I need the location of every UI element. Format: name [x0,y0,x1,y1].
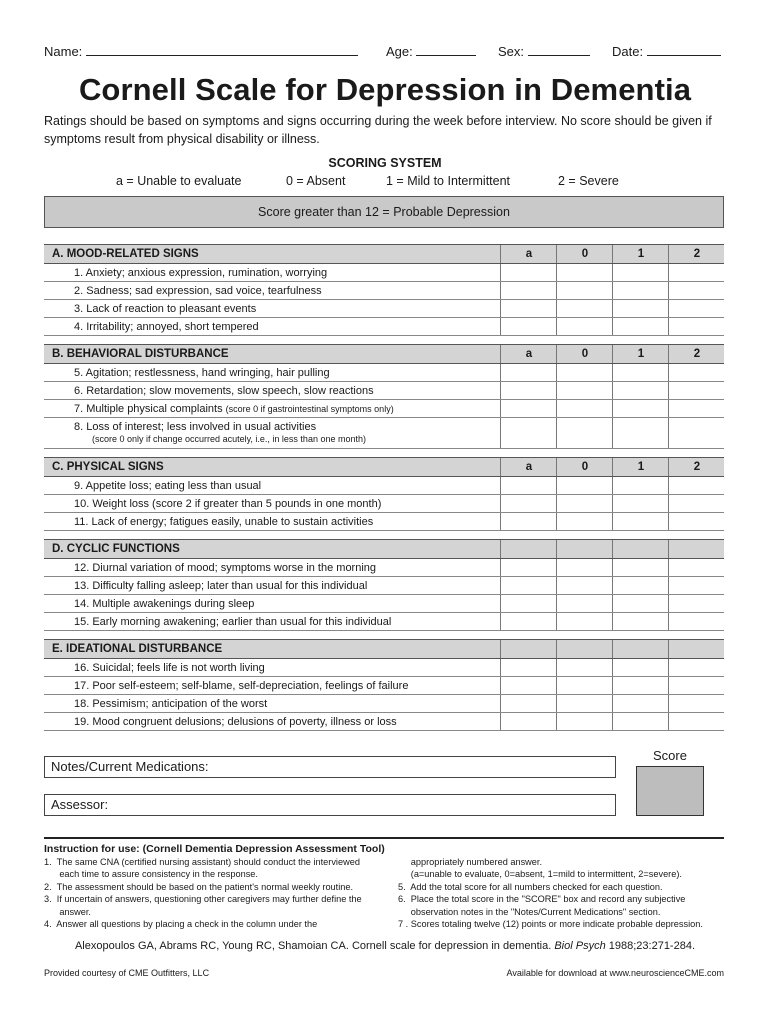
answer-checkbox-cell[interactable] [612,418,668,448]
item-row [44,282,724,300]
instruction-line: 7 . Scores totaling twelve (12) points or more indicate probable depression. [398,919,703,930]
answer-checkbox-cell[interactable] [668,495,724,512]
footer-download: Available for download at www.neuroscienceCME.com [506,968,724,978]
scoring-a: a = Unable to evaluate [116,174,242,188]
sex-label: Sex: [498,44,525,59]
column-header-cell [668,640,724,658]
scoring-title: SCORING SYSTEM [328,156,442,170]
item-text: 18. Pessimism; anticipation of the worst [74,698,268,710]
date-field[interactable] [612,44,721,59]
age-field[interactable] [386,44,476,59]
answer-checkbox-cell[interactable] [500,659,556,676]
instruction-line: 4. Answer all questions by placing a check in the column under the [44,919,318,930]
column-header-cell [500,458,556,476]
answer-checkbox-cell[interactable] [612,613,668,630]
answer-checkbox-cell[interactable] [668,659,724,676]
item-text: 11. Lack of energy; fatigues easily, unable to sustain activities [74,516,374,528]
item-text: 17. Poor self-esteem; self-blame, self-depreciation, feelings of failure [74,680,409,692]
column-header-cell [500,345,556,363]
item-text: 10. Weight loss (score 2 if greater than 5 pounds in one month) [74,498,382,510]
answer-checkbox-cell[interactable] [556,613,612,630]
item-row [44,595,724,613]
answer-checkbox-cell[interactable] [612,659,668,676]
answer-checkbox-cell[interactable] [500,400,556,417]
section-header [44,457,724,477]
answer-checkbox-cell[interactable] [668,677,724,694]
item-row [44,559,724,577]
column-header-cell [612,245,668,263]
answer-checkbox-cell[interactable] [668,513,724,530]
answer-checkbox-cell[interactable] [668,264,724,281]
answer-checkbox-cell[interactable] [668,577,724,594]
item-text: 16. Suicidal; feels life is not worth living [74,662,265,674]
answer-checkbox-cell[interactable] [500,282,556,299]
item-text: 14. Multiple awakenings during sleep [74,598,255,610]
sex-field[interactable] [498,44,590,59]
answer-checkbox-cell[interactable] [500,495,556,512]
answer-checkbox-cell[interactable] [556,382,612,399]
item-row [44,300,724,318]
column-header-label: 2 [693,248,701,260]
citation [0,940,770,952]
answer-checkbox-cell[interactable] [500,300,556,317]
answer-checkbox-cell[interactable] [556,713,612,730]
item-row [44,477,724,495]
item-text: 5. Agitation; restlessness, hand wringing, hair pulling [74,367,330,379]
section-label: C. PHYSICAL SIGNS [52,461,164,473]
item-text: 4. Irritability; annoyed, short tempered [74,321,259,333]
assessor-field[interactable] [44,794,616,816]
answer-checkbox-cell[interactable] [668,300,724,317]
answer-checkbox-cell[interactable] [612,282,668,299]
instruction-line: appropriately numbered answer. [398,857,543,867]
answer-checkbox-cell[interactable] [500,577,556,594]
citation-text: Alexopoulos GA, Abrams RC, Young RC, Shamoian CA. Cornell scale for depression in dementia. [74,940,552,952]
column-header-label: a [525,348,533,360]
column-header-label: a [525,461,533,473]
answer-checkbox-cell[interactable] [612,264,668,281]
answer-checkbox-cell[interactable] [500,477,556,494]
answer-checkbox-cell[interactable] [612,382,668,399]
answer-checkbox-cell[interactable] [500,713,556,730]
item-text: 6. Retardation; slow movements, slow speech, slow reactions [74,385,374,397]
section-label: B. BEHAVIORAL DISTURBANCE [52,348,229,360]
item-text: 1. Anxiety; anxious expression, rumination, worrying [74,267,328,279]
notes-label: Notes/Current Medications: [51,759,209,774]
instruction-line: 6. Place the total score in the "SCORE" box and record any subjective [398,894,686,905]
column-header-cell [612,345,668,363]
answer-checkbox-cell[interactable] [556,595,612,612]
answer-checkbox-cell[interactable] [612,300,668,317]
item-row [44,577,724,595]
item-row [44,495,724,513]
answer-checkbox-cell[interactable] [668,364,724,381]
column-header-cell [556,458,612,476]
column-header-cell [668,345,724,363]
instructions-title: Instruction for use: (Cornell Dementia Depression Assessment Tool) [44,837,724,855]
answer-checkbox-cell[interactable] [612,695,668,712]
answer-checkbox-cell[interactable] [500,677,556,694]
answer-checkbox-cell[interactable] [612,477,668,494]
assessment-grid [44,244,724,731]
answer-checkbox-cell[interactable] [556,659,612,676]
citation-ref: 1988;23:271-284. [608,940,696,952]
answer-checkbox-cell[interactable] [612,559,668,576]
score-box[interactable] [636,766,704,816]
answer-checkbox-cell[interactable] [612,595,668,612]
item-text: 9. Appetite loss; eating less than usual [74,480,262,492]
answer-checkbox-cell[interactable] [668,695,724,712]
answer-checkbox-cell[interactable] [500,595,556,612]
answer-checkbox-cell[interactable] [668,382,724,399]
item-row [44,677,724,695]
answer-checkbox-cell[interactable] [612,318,668,335]
section-label: E. IDEATIONAL DISTURBANCE [52,643,223,655]
item-text: 7. Multiple physical complaints (score 0 if gastrointestinal symptoms only) [74,403,394,415]
instruction-line: 1. The same CNA (certified nursing assistant) should conduct the interviewed [44,857,360,867]
answer-checkbox-cell[interactable] [500,613,556,630]
answer-checkbox-cell[interactable] [668,559,724,576]
item-row [44,513,724,531]
answer-checkbox-cell[interactable] [668,713,724,730]
answer-checkbox-cell[interactable] [556,318,612,335]
answer-checkbox-cell[interactable] [668,613,724,630]
answer-checkbox-cell[interactable] [668,477,724,494]
answer-checkbox-cell[interactable] [668,595,724,612]
intro-text: Ratings should be based on symptoms and signs occurring during the week before interview. No score should be given if symptoms result from physical disability or illness. [44,114,712,146]
answer-checkbox-cell[interactable] [556,577,612,594]
column-header-cell [668,540,724,558]
name-input-line[interactable] [86,44,358,56]
name-field[interactable] [44,44,358,59]
item-row [44,418,724,449]
answer-checkbox-cell[interactable] [556,695,612,712]
answer-checkbox-cell[interactable] [612,400,668,417]
notes-field[interactable] [44,756,616,778]
item-note: (score 0 if gastrointestinal symptoms only) [225,404,394,414]
item-row [44,382,724,400]
instruction-line: 3. If uncertain of answers, questioning other caregivers may further define the [44,894,362,905]
answer-checkbox-cell[interactable] [500,559,556,576]
answer-checkbox-cell[interactable] [500,513,556,530]
section-header [44,539,724,559]
column-header-label: 2 [693,348,701,360]
column-header-cell [556,640,612,658]
item-text: 3. Lack of reaction to pleasant events [74,303,257,315]
probable-depression-banner: Score greater than 12 = Probable Depression [44,196,724,228]
answer-checkbox-cell[interactable] [556,264,612,281]
item-text: 15. Early morning awakening; earlier than usual for this individual [74,616,392,628]
column-header-label: 1 [637,461,645,473]
section-header [44,639,724,659]
instruction-line: 2. The assessment should be based on the patient's normal weekly routine. [44,881,354,892]
column-header-label: a [525,248,533,260]
item-row [44,659,724,677]
item-row [44,713,724,731]
column-header-cell [556,245,612,263]
column-header-label: 0 [581,248,589,260]
column-header-label: 1 [637,248,645,260]
item-row [44,613,724,631]
column-header-label: 0 [581,461,589,473]
answer-checkbox-cell[interactable] [556,495,612,512]
instruction-line: 5. Add the total score for all numbers checked for each question. [398,881,663,892]
answer-checkbox-cell[interactable] [668,282,724,299]
answer-checkbox-cell[interactable] [612,364,668,381]
column-header-label: 0 [581,348,589,360]
instructions-left [44,856,389,930]
column-header-cell [556,540,612,558]
item-row [44,695,724,713]
answer-checkbox-cell[interactable] [612,713,668,730]
footer-courtesy: Provided courtesy of CME Outfitters, LLC [44,968,210,978]
column-header-cell [612,458,668,476]
item-row [44,264,724,282]
item-row [44,364,724,382]
sex-input-line[interactable] [528,44,590,56]
answer-checkbox-cell[interactable] [668,400,724,417]
item-row [44,318,724,336]
scoring-two: 2 = Severe [558,174,619,188]
instruction-line: (a=unable to evaluate, 0=absent, 1=mild to intermittent, 2=severe). [398,869,682,880]
column-header-cell [500,540,556,558]
page-title: Cornell Scale for Depression in Dementia [78,72,692,107]
column-header-cell [556,345,612,363]
answer-checkbox-cell[interactable] [500,364,556,381]
date-input-line[interactable] [647,44,721,56]
item-note: (score 0 only if change occurred acutely, i.e., in less than one month) [92,434,366,444]
scoring-zero: 0 = Absent [286,174,346,188]
item-text: 2. Sadness; sad expression, sad voice, tearfulness [74,285,322,297]
answer-checkbox-cell[interactable] [556,400,612,417]
column-header-cell [612,640,668,658]
item-text: 12. Diurnal variation of mood; symptoms worse in the morning [74,562,377,574]
answer-checkbox-cell[interactable] [556,559,612,576]
assessor-label: Assessor: [51,797,109,812]
answer-checkbox-cell[interactable] [668,418,724,448]
item-text: 8. Loss of interest; less involved in usual activities (score 0 only if change occurred acutely, i.e., in less than one month) [74,421,366,444]
score-label: Score [653,748,687,763]
instruction-line: answer. [44,906,91,917]
answer-checkbox-cell[interactable] [500,695,556,712]
answer-checkbox-cell[interactable] [556,300,612,317]
answer-checkbox-cell[interactable] [500,382,556,399]
section-label: D. CYCLIC FUNCTIONS [52,543,180,555]
instruction-line: observation notes in the "Notes/Current Medications" section. [398,906,661,917]
answer-checkbox-cell[interactable] [500,318,556,335]
column-header-cell [668,245,724,263]
column-header-cell [500,245,556,263]
column-header-cell [612,540,668,558]
answer-checkbox-cell[interactable] [556,418,612,448]
answer-checkbox-cell[interactable] [556,513,612,530]
answer-checkbox-cell[interactable] [612,677,668,694]
answer-checkbox-cell[interactable] [500,264,556,281]
age-label: Age: [386,44,413,59]
citation-journal: Biol Psych [554,940,606,952]
answer-checkbox-cell[interactable] [668,318,724,335]
instructions-right [398,856,728,930]
section-label: A. MOOD-RELATED SIGNS [52,248,199,260]
section-header [44,244,724,264]
instruction-line: each time to assure consistency in the response. [44,869,258,880]
answer-checkbox-cell[interactable] [556,364,612,381]
age-input-line[interactable] [416,44,476,56]
answer-checkbox-cell[interactable] [556,477,612,494]
answer-checkbox-cell[interactable] [556,282,612,299]
item-text: 13. Difficulty falling asleep; later than usual for this individual [74,580,368,592]
answer-checkbox-cell[interactable] [612,513,668,530]
name-label: Name: [44,44,83,59]
column-header-cell [668,458,724,476]
column-header-label: 2 [693,461,701,473]
scoring-one: 1 = Mild to Intermittent [386,174,511,188]
answer-checkbox-cell[interactable] [500,418,556,448]
column-header-cell [500,640,556,658]
date-label: Date: [612,44,644,59]
answer-checkbox-cell[interactable] [612,495,668,512]
section-header [44,344,724,364]
answer-checkbox-cell[interactable] [612,577,668,594]
answer-checkbox-cell[interactable] [556,677,612,694]
column-header-label: 1 [637,348,645,360]
item-row [44,400,724,418]
item-text: 19. Mood congruent delusions; delusions of poverty, illness or loss [74,716,397,728]
